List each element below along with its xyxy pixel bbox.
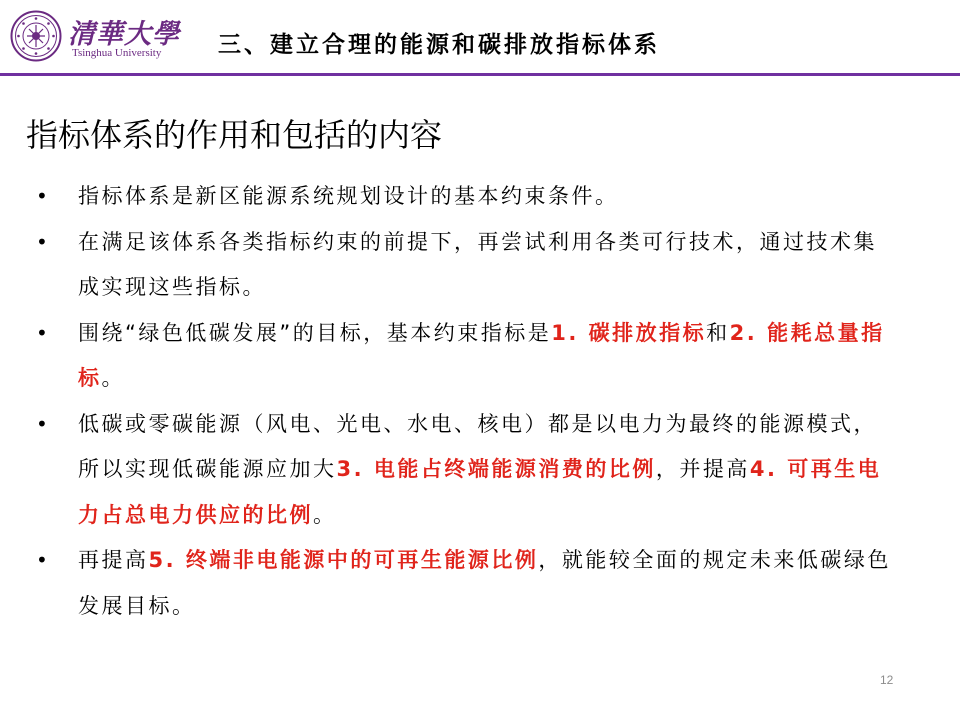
highlighted-indicator-text: 2. 能耗总量指标 (78, 320, 885, 390)
bullet-text (78, 412, 881, 527)
bullet-dot-icon: • (36, 229, 51, 254)
bullet-text (78, 321, 885, 391)
bullet-text-segment: 在满足该体系各类指标约束的前提下，再尝试利用各类可行技术，通过技术集成实现这些指标。 (78, 229, 877, 299)
logo-english-name: Tsinghua University (72, 47, 162, 59)
bullet-item (36, 220, 896, 311)
bullet-text (78, 230, 877, 300)
bullet-dot-icon: • (36, 548, 51, 572)
bullet-text-segment: 。 (101, 366, 125, 390)
bullet-item (36, 174, 896, 220)
bullet-text-segment: ，就能较全面的规定未来低碳绿色发展目标。 (78, 548, 891, 618)
bullet-text (78, 548, 891, 618)
bullet-list (36, 174, 896, 629)
bullet-text-segment: 。 (313, 502, 337, 527)
page-number: 12 (880, 673, 894, 687)
bullet-text-segment: 低碳或零碳能源（风电、光电、水电、核电）都是以电力为最终的能源模式，所以实现低碳能源应加大 (78, 411, 877, 481)
bullet-dot-icon: • (36, 411, 51, 436)
bullet-item (36, 538, 896, 629)
bullet-dot-icon: • (36, 320, 51, 345)
bullet-text-segment: 指标体系是新区能源系统规划设计的基本约束条件。 (78, 184, 619, 208)
highlighted-indicator-text: 5. 终端非电能源中的可再生能源比例 (148, 548, 539, 572)
bullet-text-segment: 再提高 (78, 548, 149, 572)
header-divider (0, 73, 960, 76)
section-title: 三、建立合理的能源和碳排放指标体系 (218, 32, 660, 58)
bullet-text-segment: 围绕“绿色低碳发展”的目标，基本约束指标是 (78, 320, 552, 345)
bullet-text-segment: 和 (706, 320, 730, 345)
university-seal-icon (10, 10, 62, 62)
highlighted-indicator-text: 1. 碳排放指标 (551, 320, 707, 345)
bullet-text (78, 184, 619, 208)
slide-title: 指标体系的作用和包括的内容 (26, 116, 443, 154)
highlighted-indicator-text: 3. 电能占终端能源消费的比例 (336, 457, 656, 481)
tsinghua-logo (10, 8, 180, 66)
bullet-text-segment: ，并提高 (655, 457, 750, 481)
bullet-item (36, 402, 896, 539)
slide-header (0, 0, 960, 80)
highlighted-indicator-text: 4. 可再生电力占总电力供应的比例 (78, 457, 882, 527)
logo-chinese-name: 清華大學 (68, 19, 180, 50)
bullet-dot-icon: • (36, 184, 51, 208)
bullet-item (36, 311, 896, 402)
